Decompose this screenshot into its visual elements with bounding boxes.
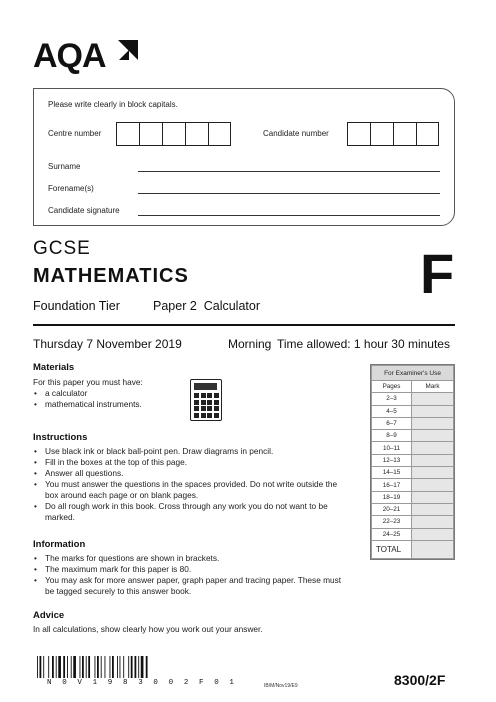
forenames-label: Forename(s) xyxy=(48,184,94,193)
signature-label: Candidate signature xyxy=(48,206,120,215)
centre-digit-box[interactable] xyxy=(162,122,185,146)
materials-intro: For this paper you must have: xyxy=(33,377,143,387)
instructions-section xyxy=(33,446,348,523)
table-row xyxy=(372,479,454,491)
title-divider xyxy=(33,324,455,326)
barcode-text: N 0 V 1 9 8 3 0 0 2 F 0 1 xyxy=(47,679,238,687)
table-row xyxy=(372,491,454,503)
candidate-digit-box[interactable] xyxy=(347,122,370,146)
advice-text: In all calculations, show clearly how you work out your answer. xyxy=(33,624,263,634)
mark-cell[interactable] xyxy=(412,479,454,491)
table-row xyxy=(372,528,454,540)
centre-number-field[interactable] xyxy=(116,122,231,146)
barcode xyxy=(37,656,187,678)
information-section xyxy=(33,553,348,597)
pages-column-header: Pages xyxy=(372,381,412,393)
forenames-field[interactable] xyxy=(138,193,440,194)
mark-cell[interactable] xyxy=(412,491,454,503)
table-row xyxy=(372,417,454,429)
pages-cell: 2–3 xyxy=(372,393,412,405)
materials-section xyxy=(33,377,183,410)
calculator-icon xyxy=(190,379,222,421)
centre-digit-box[interactable] xyxy=(116,122,139,146)
instruction-item: • Do all rough work in this book. Cross through any work you do not want to be marked. xyxy=(33,501,348,523)
information-item: • The marks for questions are shown in brackets. xyxy=(33,553,348,564)
surname-label: Surname xyxy=(48,162,81,171)
centre-digit-box[interactable] xyxy=(185,122,208,146)
pages-cell: 24–25 xyxy=(372,528,412,540)
surname-field[interactable] xyxy=(138,171,440,172)
centre-digit-box[interactable] xyxy=(139,122,162,146)
table-row xyxy=(372,393,454,405)
table-row xyxy=(372,467,454,479)
table-row xyxy=(372,516,454,528)
pages-cell: 10–11 xyxy=(372,442,412,454)
information-item: • You may ask for more answer paper, graph paper and tracing paper. These must be tagged securely to this answer book. xyxy=(33,575,348,597)
mark-cell[interactable] xyxy=(412,417,454,429)
signature-field[interactable] xyxy=(138,215,440,216)
exam-session: Morning xyxy=(228,337,272,351)
qualification-title: GCSE xyxy=(33,238,91,259)
mark-cell[interactable] xyxy=(412,430,454,442)
pages-cell: 22–23 xyxy=(372,516,412,528)
information-heading: Information xyxy=(33,539,86,550)
mark-column-header: Mark xyxy=(412,381,454,393)
table-row xyxy=(372,405,454,417)
paper-reference: IB/M/Nov19/E9 xyxy=(264,683,298,689)
aqa-logo-mark-icon xyxy=(116,38,140,62)
mark-cell[interactable] xyxy=(412,442,454,454)
tier-label: Foundation Tier xyxy=(33,299,120,313)
pages-cell: 6–7 xyxy=(372,417,412,429)
mark-cell[interactable] xyxy=(412,503,454,515)
pages-cell: 8–9 xyxy=(372,430,412,442)
materials-item: • mathematical instruments. xyxy=(33,399,183,410)
candidate-digit-box[interactable] xyxy=(416,122,439,146)
pages-cell: 4–5 xyxy=(372,405,412,417)
table-row xyxy=(372,430,454,442)
exam-date: Thursday 7 November 2019 xyxy=(33,337,182,351)
examiner-use-table xyxy=(370,364,455,560)
materials-item: • a calculator xyxy=(33,388,183,399)
candidate-number-label: Candidate number xyxy=(263,129,329,138)
pages-cell: 14–15 xyxy=(372,467,412,479)
candidate-digit-box[interactable] xyxy=(393,122,416,146)
subject-title: MATHEMATICS xyxy=(33,265,189,287)
mark-cell[interactable] xyxy=(412,467,454,479)
candidate-details-box xyxy=(33,88,455,226)
instruction-item: • You must answer the questions in the spaces provided. Do not write outside the box around each page or on blank pages. xyxy=(33,479,348,501)
time-allowed: Time allowed: 1 hour 30 minutes xyxy=(277,337,450,351)
mark-cell[interactable] xyxy=(412,405,454,417)
instruction-item: • Fill in the boxes at the top of this page. xyxy=(33,457,348,468)
mark-cell[interactable] xyxy=(412,393,454,405)
instructions-heading: Instructions xyxy=(33,432,88,443)
paper-code: 8300/2F xyxy=(394,672,446,688)
materials-heading: Materials xyxy=(33,362,75,373)
table-row xyxy=(372,454,454,466)
total-row xyxy=(372,540,454,558)
mark-cell[interactable] xyxy=(412,516,454,528)
total-label: TOTAL xyxy=(372,540,412,558)
mark-cell[interactable] xyxy=(412,528,454,540)
pages-cell: 12–13 xyxy=(372,454,412,466)
instruction-item: • Answer all questions. xyxy=(33,468,348,479)
table-row xyxy=(372,503,454,515)
examiner-table-title: For Examiner's Use xyxy=(372,366,454,381)
tier-letter: F xyxy=(420,242,455,305)
pages-cell: 20–21 xyxy=(372,503,412,515)
advice-heading: Advice xyxy=(33,610,65,621)
total-mark-cell[interactable] xyxy=(412,540,454,558)
centre-digit-box[interactable] xyxy=(208,122,231,146)
block-capitals-instruction: Please write clearly in block capitals. xyxy=(48,100,178,109)
mark-cell[interactable] xyxy=(412,454,454,466)
candidate-number-field[interactable] xyxy=(347,122,439,146)
instruction-item: • Use black ink or black ball-point pen. Draw diagrams in pencil. xyxy=(33,446,348,457)
information-item: • The maximum mark for this paper is 80. xyxy=(33,564,348,575)
candidate-digit-box[interactable] xyxy=(370,122,393,146)
pages-cell: 18–19 xyxy=(372,491,412,503)
paper-label: Paper 2 Calculator xyxy=(153,299,261,313)
pages-cell: 16–17 xyxy=(372,479,412,491)
aqa-logo: AQA xyxy=(33,37,106,75)
centre-number-label: Centre number xyxy=(48,129,102,138)
table-row xyxy=(372,442,454,454)
